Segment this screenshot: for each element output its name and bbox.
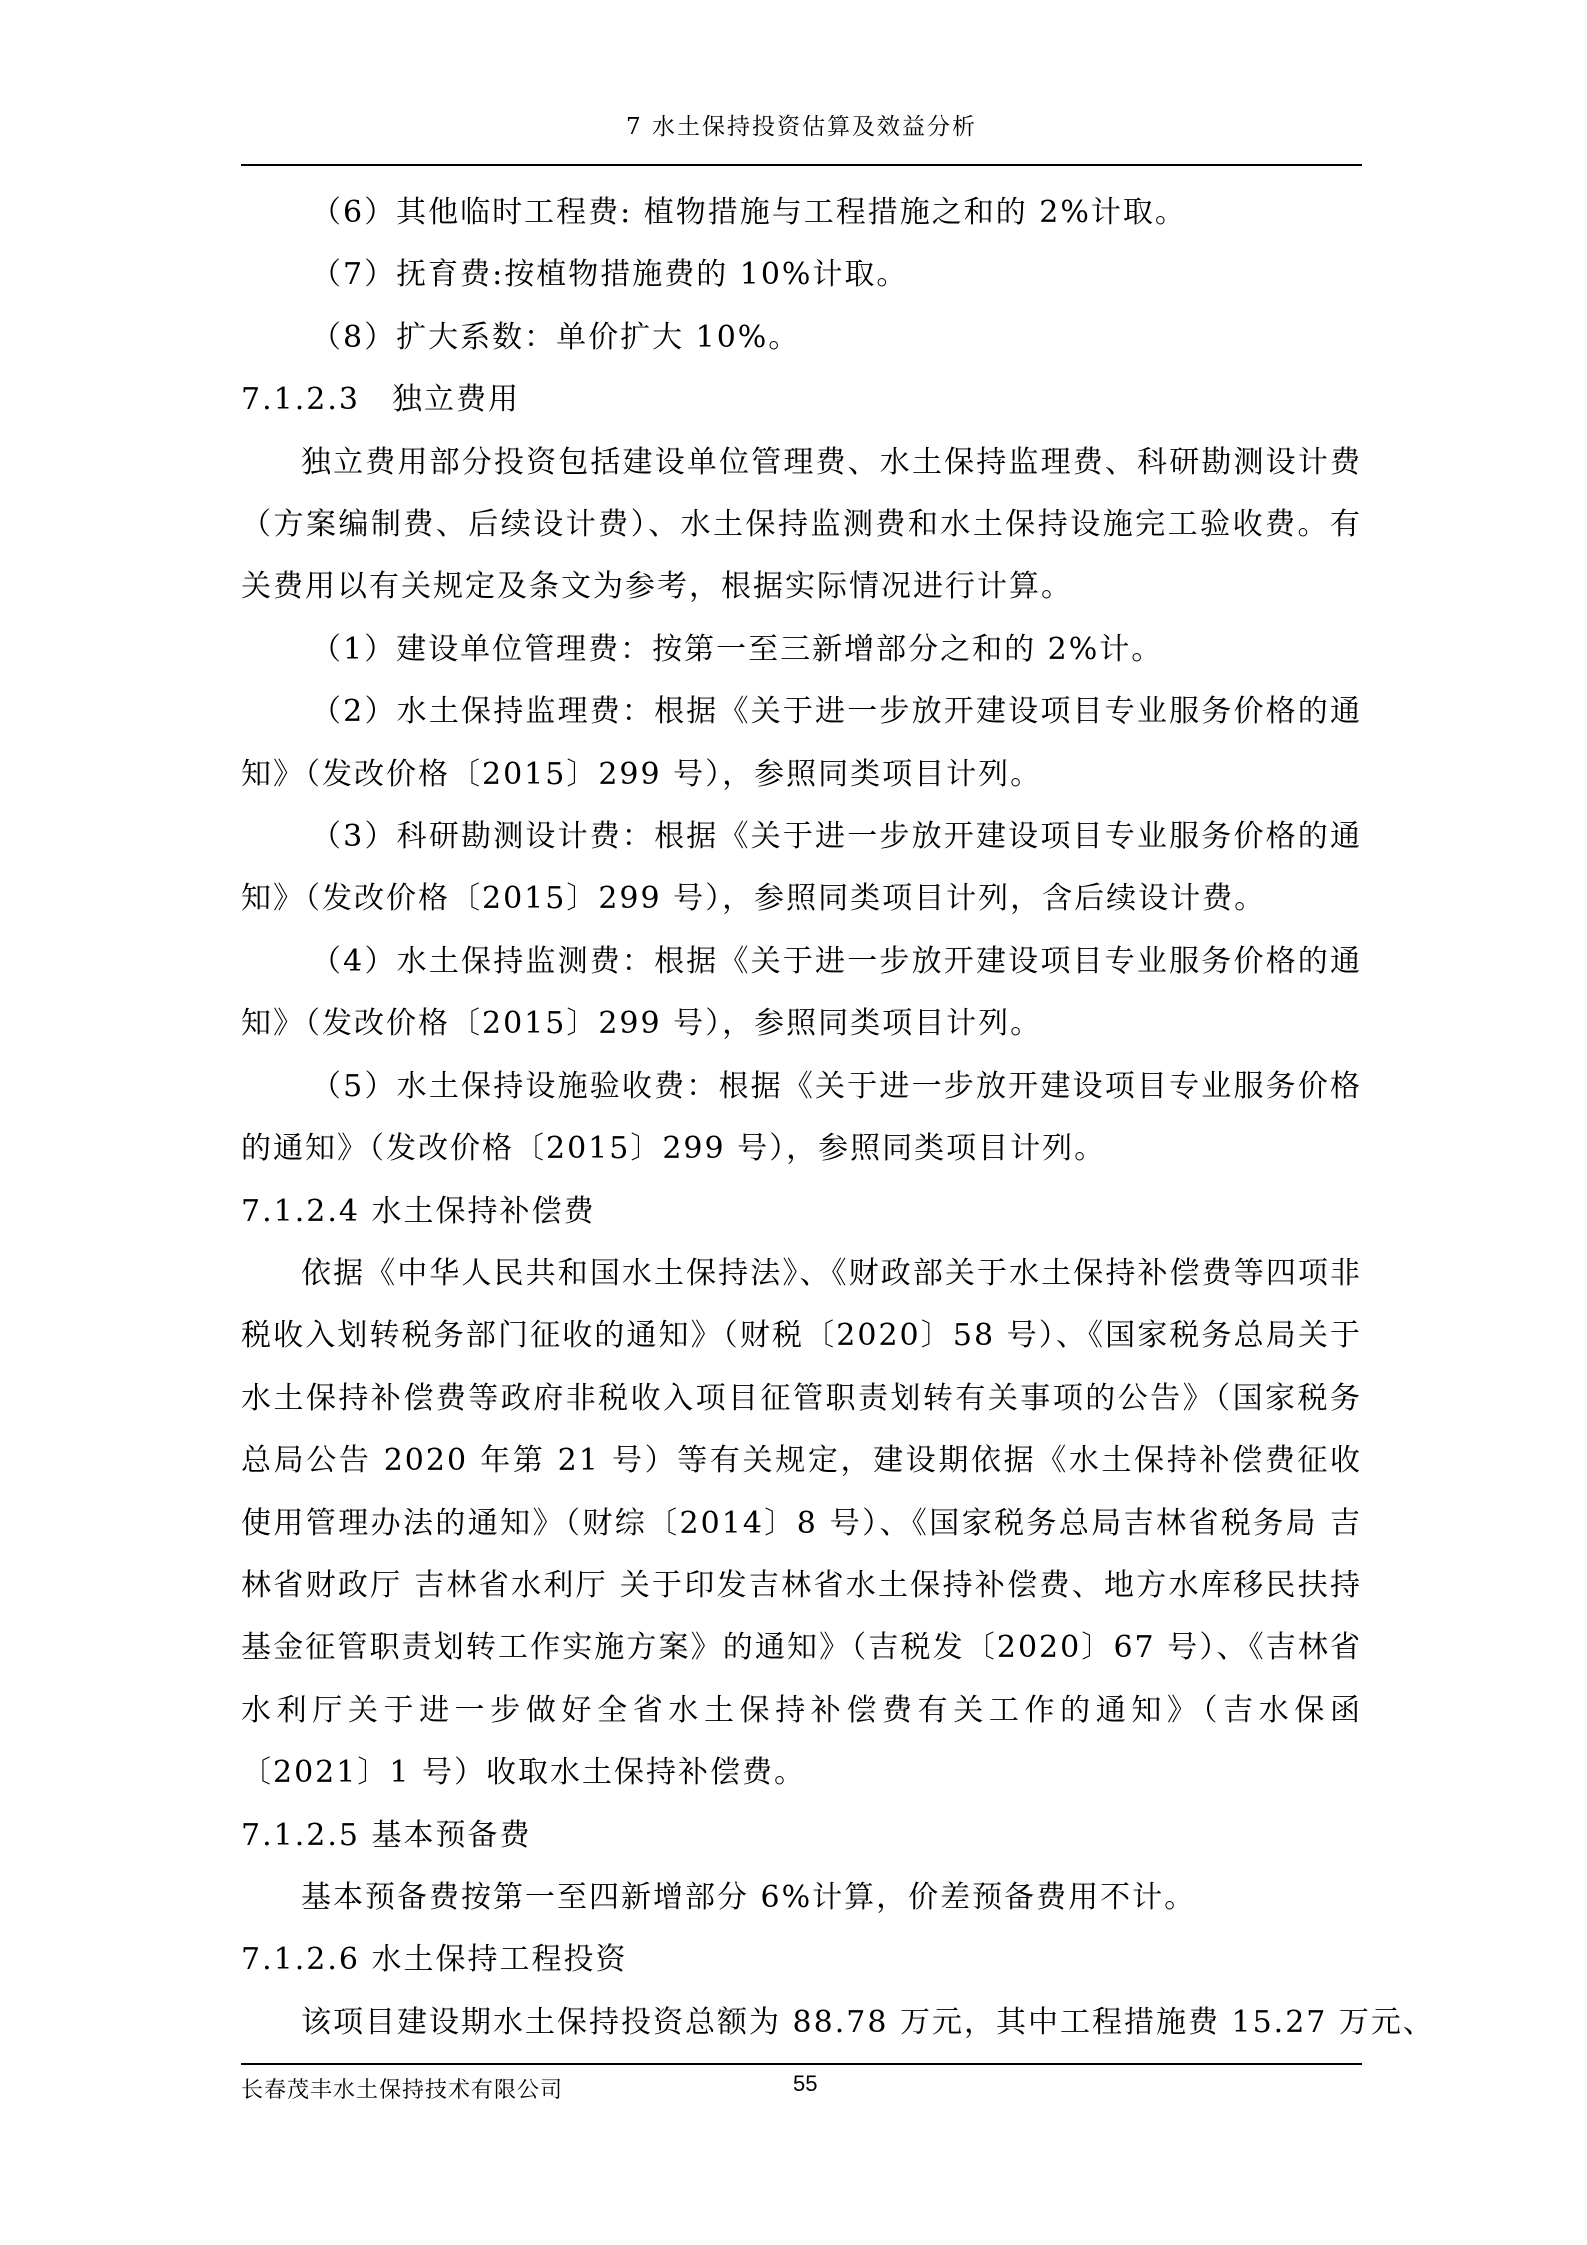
section-heading-7124: 7.1.2.4 水土保持补偿费 (241, 1193, 596, 1229)
section-heading-7126: 7.1.2.6 水土保持工程投资 (241, 1942, 628, 1978)
item-acceptance-fee: （5）水土保持设施验收费：根据《关于进一步放开建设项目专业服务价格的通知》（发改价格〔2015〕299 号），参照同类项目计列。 (241, 1068, 1362, 1167)
section-heading-7125: 7.1.2.5 基本预备费 (241, 1817, 532, 1853)
footer-company: 长春茂丰水土保持技术有限公司 (241, 2078, 564, 2103)
item-expansion-factor: （8）扩大系数：单价扩大 10%。 (311, 319, 801, 355)
paragraph-basic-reserve: 基本预备费按第一至四新增部分 6%计算，价差预备费用不计。 (301, 1879, 1197, 1915)
item-construction-management-fee: （1）建设单位管理费：按第一至三新增部分之和的 2%计。 (311, 631, 1164, 667)
page-body (241, 182, 1435, 2054)
item-other-temporary-cost: （6）其他临时工程费: 植物措施与工程措施之和的 2%计取。 (311, 195, 1187, 230)
paragraph-independent-costs: 独立费用部分投资包括建设单位管理费、水土保持监理费、科研勘测设计费（方案编制费、后续设计费）、水土保持监测费和水土保持设施完工验收费。有关费用以有关规定及条文为参考，根据实际情况进行计算。 (241, 444, 1362, 605)
item-monitoring-fee: （4）水土保持监测费：根据《关于进一步放开建设项目专业服务价格的通知》（发改价格〔2015〕299 号），参照同类项目计列。 (241, 943, 1362, 1042)
item-survey-design-fee: （3）科研勘测设计费：根据《关于进一步放开建设项目专业服务价格的通知》（发改价格〔2015〕299 号），参照同类项目计列，含后续设计费。 (241, 819, 1362, 917)
header-divider (241, 164, 1362, 166)
page-number: 55 (793, 2071, 818, 2096)
running-header: 7 水土保持投资估算及效益分析 (626, 114, 977, 140)
footer-divider (241, 2063, 1362, 2065)
paragraph-compensation-fee: 依据《中华人民共和国水土保持法》、《财政部关于水土保持补偿费等四项非税收入划转税务部门征收的通知》（财税〔2020〕58 号）、《国家税务总局关于水土保持补偿费等政府非税收入项目征管职责划转有关事项的公告》（国家税务总局公告 2020 年第 21 号）等有关规定，建设期依据《水土保持补偿费征收使用管理办法的通知》（财综〔2014〕8 号）、《国家税务总局吉林省税务局 吉林省财政厅 吉林省水利厅 关于印发吉林省水土保持补偿费、地方水库移民扶持基金征管职责划转工作实施方案》的通知》（吉税发〔2020〕67 号）、《吉林省水利厅关于进一步做好全省水土保持补偿费有关工作的通知》（吉水保函〔2021〕1 号）收取水土保持补偿费。 (241, 1255, 1362, 1791)
paragraph-total-investment: 该项目建设期水土保持投资总额为 88.78 万元，其中工程措施费 15.27 万元、 (301, 2004, 1435, 2040)
item-supervision-fee: （2）水土保持监理费：根据《关于进一步放开建设项目专业服务价格的通知》（发改价格〔2015〕299 号），参照同类项目计列。 (241, 694, 1362, 792)
item-tending-cost: （7）抚育费:按植物措施费的 10%计取。 (311, 257, 909, 293)
section-heading-7123: 7.1.2.3 独立费用 (241, 382, 520, 418)
